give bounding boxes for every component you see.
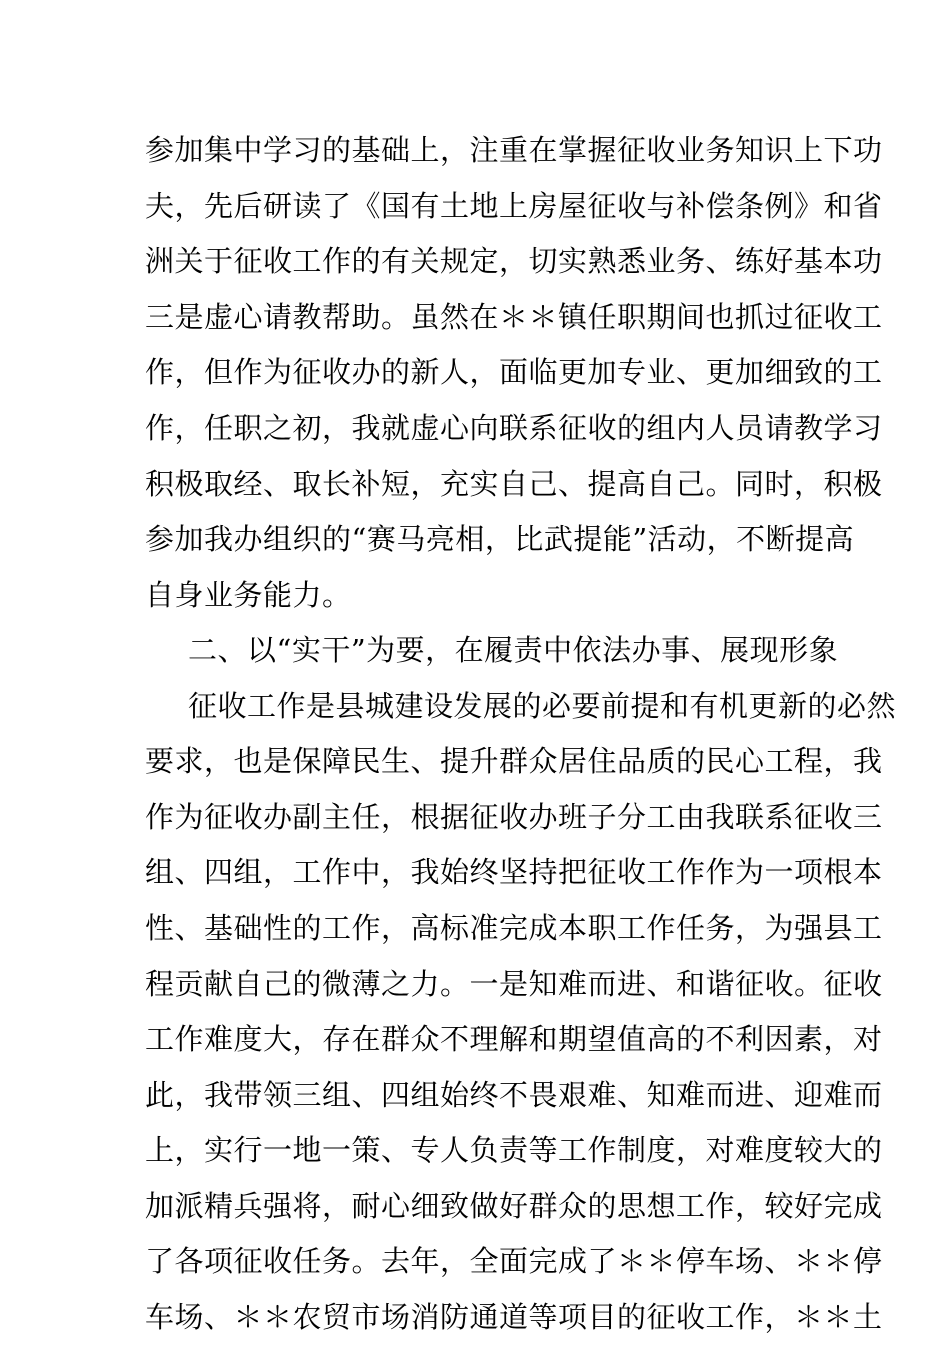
paragraph-line: 作为征收办副主任，根据征收办班子分工由我联系征收三 xyxy=(145,800,883,834)
paragraph-line: 作，但作为征收办的新人，面临更加专业、更加细致的工 xyxy=(145,355,883,389)
paragraph-line: 工作难度大，存在群众不理解和期望值高的不利因素，对 xyxy=(145,1022,883,1056)
paragraph-line: 参加集中学习的基础上，注重在掌握征收业务知识上下功 xyxy=(145,133,883,167)
section-heading: 二、以“实干”为要，在履责中依法办事、展现形象 xyxy=(188,633,839,667)
paragraph-line: 征收工作是县城建设发展的必要前提和有机更新的必然 xyxy=(188,689,897,723)
paragraph-line: 上，实行一地一策、专人负责等工作制度，对难度较大的 xyxy=(145,1133,883,1167)
paragraph-line: 性、基础性的工作，高标准完成本职工作任务，为强县工 xyxy=(145,911,883,945)
paragraph-line: 加派精兵强将，耐心细致做好群众的思想工作，较好完成 xyxy=(145,1189,883,1223)
paragraph-line: 组、四组，工作中，我始终坚持把征收工作作为一项根本 xyxy=(145,855,883,889)
paragraph-line: 夫，先后研读了《国有土地上房屋征收与补偿条例》和省 xyxy=(145,189,883,223)
paragraph-line: 洲关于征收工作的有关规定，切实熟悉业务、练好基本功 xyxy=(145,244,883,278)
paragraph-line: 作，任职之初，我就虚心向联系征收的组内人员请教学习 xyxy=(145,411,883,445)
paragraph-line: 要求，也是保障民生、提升群众居住品质的民心工程，我 xyxy=(145,744,883,778)
paragraph-line: 此，我带领三组、四组始终不畏艰难、知难而进、迎难而 xyxy=(145,1078,883,1112)
paragraph-line: 参加我办组织的“赛马亮相，比武提能”活动，不断提高 xyxy=(145,522,855,556)
paragraph-line: 积极取经、取长补短，充实自己、提高自己。同时，积极 xyxy=(145,467,883,501)
paragraph-line: 了各项征收任务。去年，全面完成了＊＊停车场、＊＊停 xyxy=(145,1244,883,1278)
paragraph-line: 自身业务能力。 xyxy=(145,578,352,612)
paragraph-line: 车场、＊＊农贸市场消防通道等项目的征收工作，＊＊土 xyxy=(145,1300,883,1334)
paragraph-line: 程贡献自己的微薄之力。一是知难而进、和谐征收。征收 xyxy=(145,967,883,1001)
paragraph-line: 三是虚心请教帮助。虽然在＊＊镇任职期间也抓过征收工 xyxy=(145,300,883,334)
